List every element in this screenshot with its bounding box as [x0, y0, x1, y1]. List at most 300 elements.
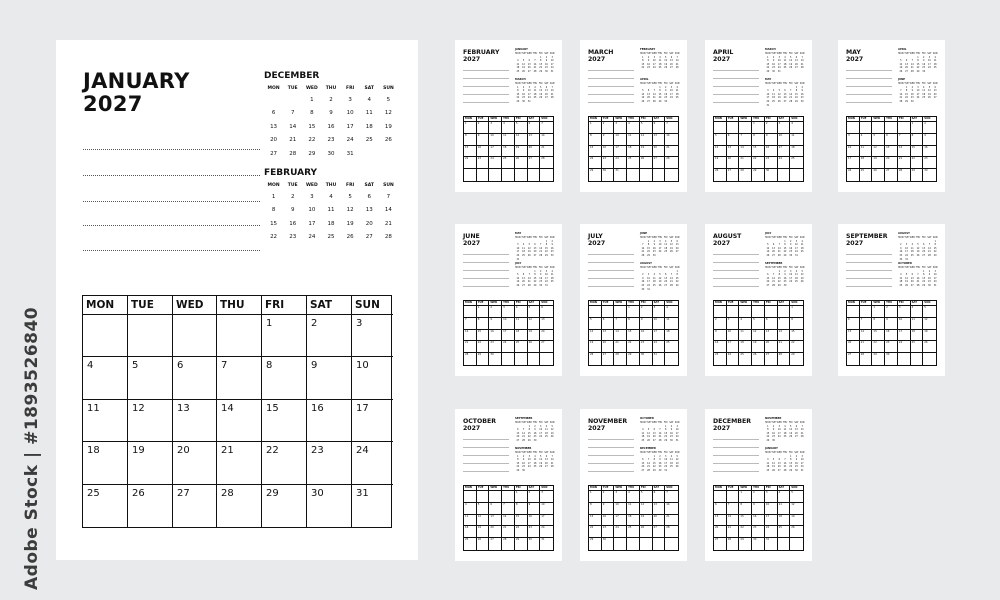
day-number: 29	[647, 253, 650, 257]
day-number: 30	[670, 438, 673, 442]
mini-calendar-grid	[515, 82, 555, 104]
weekday-label: FRI	[663, 52, 668, 55]
empty-day-cell	[860, 306, 873, 318]
day-number: 12	[789, 428, 793, 432]
weekday-label: FRI	[538, 82, 543, 85]
month-grid	[463, 485, 554, 551]
notes-line	[463, 439, 509, 440]
weekday-header: SUN	[665, 486, 678, 491]
day-number: 6	[647, 89, 650, 93]
day-cell: 30	[752, 538, 765, 550]
day-number: 21	[928, 250, 931, 254]
day-number: 9	[290, 207, 295, 214]
day-number: 15	[652, 461, 656, 465]
weekday-label: MON	[267, 183, 280, 188]
day-number: 29	[922, 283, 926, 287]
day-number: 3	[934, 269, 936, 273]
day-number: 31	[795, 253, 798, 257]
day-number: 18	[516, 66, 520, 70]
day-cell: 6	[885, 134, 898, 146]
day-number: 22	[922, 280, 926, 284]
notes-line	[83, 201, 260, 202]
weekday-label: THU	[532, 451, 538, 454]
day-cell: 13	[528, 134, 541, 146]
day-cell: 1	[515, 491, 528, 503]
day-cell: 10	[653, 318, 666, 330]
day-number: 8	[767, 428, 769, 432]
day-cell: 25	[515, 341, 528, 353]
day-number: 6	[665, 273, 667, 277]
day-number: 23	[789, 250, 793, 254]
day-cell: 19	[640, 515, 653, 527]
empty-day-cell	[502, 491, 515, 503]
day-cell: 27	[602, 353, 615, 365]
day-number: 12	[384, 110, 392, 117]
day-cell: 9	[602, 503, 615, 515]
day-number: 7	[290, 110, 295, 117]
notes-line	[588, 254, 634, 255]
day-number: 8	[517, 458, 519, 462]
day-number: 14	[916, 276, 920, 280]
weekday-label: THU	[782, 421, 788, 424]
day-number: 9	[784, 273, 786, 277]
notes-line	[588, 78, 634, 79]
day-number: 10	[308, 207, 316, 214]
day-number: 27	[766, 283, 770, 287]
day-number: 17	[308, 220, 316, 227]
notes-line	[713, 455, 759, 456]
empty-day-cell	[847, 306, 860, 318]
day-cell: 11	[83, 400, 128, 442]
day-number: 30	[327, 150, 335, 157]
day-number: 25	[522, 253, 525, 257]
day-cell: 7	[540, 122, 553, 134]
year-title: 2027	[463, 56, 481, 63]
weekday-label: TUE	[646, 82, 651, 85]
day-number: 8	[659, 89, 661, 93]
month-title: JULY	[588, 233, 603, 240]
weekday-label: SUN	[674, 451, 680, 454]
empty-day-cell	[765, 306, 778, 318]
day-cell: 31	[653, 353, 666, 365]
notes-line	[463, 286, 509, 287]
day-cell: 15	[477, 330, 490, 342]
day-number: 28	[550, 96, 554, 100]
day-cell: 14	[502, 515, 515, 527]
notes-line	[83, 149, 260, 150]
weekday-header: THU	[502, 117, 515, 122]
day-number: 25	[365, 137, 373, 144]
day-number: 15	[795, 92, 798, 96]
day-number: 24	[516, 253, 520, 257]
mini-calendar-title: OCTOBER	[640, 417, 654, 420]
day-number: 21	[527, 280, 531, 284]
mini-calendar	[898, 262, 938, 288]
day-number: 25	[545, 435, 548, 439]
day-cell: 24	[352, 442, 393, 484]
day-number: 16	[789, 246, 793, 250]
day-number: 4	[923, 85, 925, 89]
day-number: 7	[551, 85, 553, 89]
weekday-header: WED	[872, 117, 885, 122]
weekday-header: THU	[627, 486, 640, 491]
day-number: 23	[652, 250, 656, 254]
day-number: 5	[928, 85, 931, 89]
day-number: 10	[789, 273, 793, 277]
day-number: 6	[528, 59, 530, 63]
day-number: 10	[658, 243, 662, 247]
day-number: 7	[647, 458, 650, 462]
notes-line	[713, 286, 759, 287]
day-number: 20	[905, 66, 908, 70]
mini-calendar-grid	[515, 266, 555, 288]
weekday-label: SUN	[674, 52, 680, 55]
mini-calendar-grid	[765, 266, 805, 288]
day-number: 27	[522, 283, 525, 287]
day-number: 12	[550, 428, 554, 432]
weekday-header: TUE	[860, 117, 873, 122]
day-number: 3	[517, 243, 519, 247]
weekday-label: WED	[651, 52, 657, 55]
day-number: 23	[658, 465, 662, 469]
day-number: 16	[772, 62, 775, 66]
day-number: 5	[665, 55, 667, 59]
day-cell: 18	[911, 330, 924, 342]
day-number: 4	[522, 243, 525, 247]
day-cell: 19	[752, 341, 765, 353]
day-number: 11	[772, 92, 775, 96]
day-number: 16	[533, 431, 537, 435]
day-number: 22	[766, 435, 770, 439]
empty-day-cell	[653, 169, 666, 181]
day-number: 11	[545, 428, 548, 432]
month-page-july	[580, 224, 687, 376]
day-number: 11	[658, 59, 662, 63]
day-number: 13	[522, 276, 525, 280]
day-number: 21	[550, 92, 554, 96]
day-number: 19	[675, 461, 679, 465]
day-cell: 20	[528, 146, 541, 158]
day-number: 30	[910, 99, 914, 103]
day-number: 7	[928, 243, 931, 247]
day-number: 30	[522, 468, 525, 472]
day-cell: 28	[502, 538, 515, 550]
day-number: 13	[664, 276, 668, 280]
day-number: 11	[800, 243, 804, 247]
day-number: 13	[365, 207, 373, 214]
month-page-march	[580, 40, 687, 192]
day-number: 2	[795, 454, 798, 458]
day-cell: 29	[477, 353, 490, 365]
day-number: 9	[772, 428, 775, 432]
day-number: 4	[659, 55, 661, 59]
weekday-label: SUN	[674, 236, 680, 239]
day-cell: 24	[614, 157, 627, 169]
day-cell: 18	[739, 341, 752, 353]
day-number: 22	[516, 96, 520, 100]
day-number: 18	[550, 276, 554, 280]
day-number: 1	[934, 239, 936, 243]
empty-day-cell	[502, 353, 515, 365]
day-number: 24	[916, 96, 920, 100]
day-number: 1	[784, 239, 786, 243]
day-cell: 11	[627, 503, 640, 515]
day-number: 3	[670, 85, 673, 89]
weekday-header: THU	[627, 301, 640, 306]
day-cell: 3	[653, 306, 666, 318]
day-number: 12	[905, 276, 908, 280]
day-cell: 11	[911, 318, 924, 330]
day-cell: 30	[924, 169, 928, 173]
day-number: 20	[795, 431, 798, 435]
day-number: 26	[384, 137, 392, 144]
day-number: 15	[905, 92, 908, 96]
day-cell: 8	[911, 134, 924, 146]
day-cell: 12	[640, 134, 653, 146]
day-number: 2	[647, 55, 650, 59]
mini-calendar-grid	[765, 451, 805, 473]
day-number: 15	[308, 123, 316, 130]
weekday-label: THU	[657, 82, 663, 85]
day-cell: 24	[489, 157, 502, 169]
empty-day-cell	[589, 306, 602, 318]
weekday-label: SUN	[932, 236, 938, 239]
day-number: 4	[676, 85, 678, 89]
day-cell: 19	[872, 157, 885, 169]
page-title	[463, 49, 499, 63]
day-number: 15	[789, 461, 793, 465]
day-number: 14	[527, 276, 531, 280]
day-cell: 21	[739, 157, 752, 169]
empty-day-cell	[477, 491, 490, 503]
day-number: 16	[522, 461, 525, 465]
day-number: 13	[652, 431, 656, 435]
day-number: 7	[772, 273, 775, 277]
day-number: 8	[917, 59, 919, 63]
month-grid	[713, 300, 804, 366]
weekday-header: SUN	[665, 117, 678, 122]
day-number: 29	[308, 150, 316, 157]
day-cell: 16	[307, 400, 352, 442]
day-number: 19	[777, 96, 781, 100]
day-number: 13	[545, 458, 548, 462]
day-cell: 16	[923, 146, 936, 158]
day-cell: 18	[502, 146, 515, 158]
day-cell: 21	[464, 341, 477, 353]
day-number: 6	[271, 110, 276, 117]
day-cell: 11	[502, 134, 515, 146]
day-number: 6	[795, 55, 798, 59]
day-number: 5	[522, 59, 525, 63]
day-number: 28	[928, 253, 931, 257]
empty-day-cell	[477, 169, 490, 181]
day-cell: 17	[653, 330, 666, 342]
weekday-label: FRI	[663, 421, 668, 424]
day-number: 3	[778, 55, 780, 59]
weekday-header: SUN	[790, 486, 803, 491]
day-cell: 20	[653, 146, 666, 158]
day-number: 8	[767, 59, 769, 63]
day-number: 26	[664, 66, 668, 70]
empty-day-cell	[911, 353, 924, 365]
day-cell: 10	[898, 318, 911, 330]
day-cell: 6	[489, 503, 502, 515]
weekday-label: SUN	[549, 266, 555, 269]
month-grid	[82, 295, 392, 528]
day-cell: 7	[898, 134, 911, 146]
weekday-label: SAT	[544, 82, 549, 85]
weekday-label: SAT	[669, 52, 674, 55]
day-number: 25	[533, 96, 537, 100]
day-number: 9	[670, 428, 673, 432]
day-number: 15	[933, 246, 937, 250]
day-number: 2	[928, 269, 931, 273]
weekday-label: MON	[515, 421, 521, 424]
day-number: 7	[670, 273, 673, 277]
day-number: 24	[766, 99, 770, 103]
year-title: 2027	[713, 56, 731, 63]
weekday-header: THU	[752, 486, 765, 491]
day-cell: 9	[765, 134, 778, 146]
day-cell: 22	[262, 442, 307, 484]
weekday-header: TUE	[128, 296, 173, 315]
day-cell: 18	[464, 526, 477, 538]
day-cell: 21	[860, 341, 873, 353]
day-number: 18	[327, 220, 335, 227]
day-number: 19	[550, 431, 554, 435]
page-title	[588, 49, 613, 63]
day-number: 31	[346, 150, 354, 157]
weekday-label: MON	[898, 82, 904, 85]
day-number: 21	[384, 220, 392, 227]
weekday-header: SAT	[653, 117, 666, 122]
weekday-label: MON	[515, 82, 521, 85]
day-cell: 19	[477, 526, 490, 538]
day-number: 13	[533, 246, 537, 250]
day-number: 9	[647, 59, 650, 63]
day-cell: 4	[83, 357, 128, 399]
day-number: 17	[795, 246, 798, 250]
weekday-label: SUN	[549, 451, 555, 454]
day-cell: 4	[911, 306, 924, 318]
weekday-label: MON	[640, 266, 646, 269]
day-number: 28	[899, 99, 903, 103]
day-cell: 31	[765, 538, 778, 550]
empty-day-cell	[727, 491, 740, 503]
day-number: 9	[540, 273, 542, 277]
month-grid	[846, 116, 937, 182]
day-cell: 6	[528, 122, 541, 134]
day-number: 2	[772, 55, 775, 59]
weekday-label: TUE	[287, 86, 298, 91]
notes-line	[713, 463, 759, 464]
empty-day-cell	[627, 538, 640, 550]
weekday-label: SAT	[927, 236, 932, 239]
day-cell: 30	[765, 169, 778, 181]
day-cell: 2	[602, 122, 615, 134]
day-number: 7	[653, 89, 655, 93]
month-title: JANUARY	[83, 69, 190, 93]
day-number: 25	[664, 250, 668, 254]
day-cell: 10	[765, 503, 778, 515]
day-cell: 7	[739, 134, 752, 146]
day-cell: 22	[589, 157, 602, 169]
day-number: 9	[665, 89, 667, 93]
day-cell: 12	[640, 503, 653, 515]
day-number: 18	[533, 461, 537, 465]
day-number: 16	[658, 461, 662, 465]
mini-calendar-title: NOVEMBER	[765, 417, 782, 420]
day-number: 19	[516, 280, 520, 284]
day-cell: 20	[602, 341, 615, 353]
day-cell: 10	[614, 503, 627, 515]
day-cell: 27	[727, 169, 740, 181]
day-number: 31	[766, 103, 770, 107]
day-number: 7	[676, 55, 678, 59]
notes-line	[713, 278, 759, 279]
weekday-header: SUN	[790, 117, 803, 122]
weekday-label: TUE	[521, 236, 526, 239]
weekday-label: WED	[651, 451, 657, 454]
day-number: 31	[800, 468, 804, 472]
day-number: 28	[772, 283, 775, 287]
day-cell: 21	[502, 526, 515, 538]
weekday-label: FRI	[921, 236, 926, 239]
day-number: 5	[659, 273, 661, 277]
weekday-header: TUE	[860, 301, 873, 306]
day-cell: 4	[627, 491, 640, 503]
month-title: DECEMBER	[713, 418, 751, 425]
mini-calendar-grid	[640, 266, 680, 291]
day-number: 8	[795, 89, 798, 93]
day-number: 20	[795, 62, 798, 66]
day-number: 24	[550, 66, 554, 70]
day-cell: 26	[128, 485, 173, 527]
day-cell: 18	[83, 442, 128, 484]
day-number: 24	[933, 280, 937, 284]
day-number: 6	[653, 428, 655, 432]
page-title	[463, 418, 496, 432]
day-cell: 15	[872, 330, 885, 342]
day-number: 1	[310, 97, 314, 103]
day-number: 6	[545, 85, 548, 89]
day-number: 7	[801, 424, 803, 428]
weekday-label: SUN	[799, 236, 805, 239]
day-number: 8	[778, 273, 780, 277]
day-cell: 29	[262, 485, 307, 527]
day-cell: 3	[847, 134, 860, 146]
weekday-label: TUE	[771, 421, 776, 424]
day-number: 20	[772, 250, 775, 254]
day-cell: 10	[502, 318, 515, 330]
weekday-label: TUE	[771, 266, 776, 269]
notes-line	[846, 94, 892, 95]
day-number: 26	[772, 468, 775, 472]
day-number: 28	[527, 283, 531, 287]
day-number: 16	[539, 276, 543, 280]
day-cell: 14	[665, 503, 678, 515]
day-number: 5	[917, 243, 919, 247]
day-number: 27	[922, 253, 926, 257]
day-cell: 9	[885, 318, 898, 330]
day-number: 20	[545, 461, 548, 465]
weekday-label: MON	[640, 421, 646, 424]
day-number: 29	[658, 99, 662, 103]
weekday-label: MON	[898, 52, 904, 55]
notes-line	[713, 471, 759, 472]
day-number: 5	[790, 424, 792, 428]
day-number: 28	[658, 438, 662, 442]
